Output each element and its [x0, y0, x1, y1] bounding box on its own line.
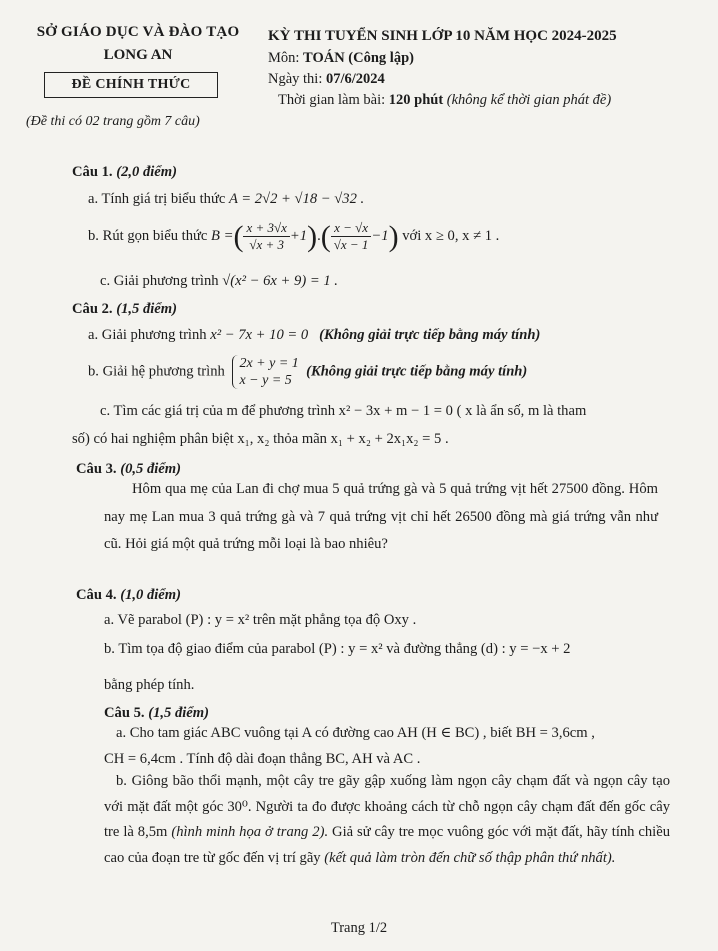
official-exam-label: ĐỀ CHÍNH THỨC	[44, 72, 218, 98]
q1b-minus: −1	[371, 228, 389, 245]
q1b-text: b. Rút gọn biểu thức	[88, 228, 212, 245]
q1b-f1-den: √x + 3	[249, 237, 285, 253]
q1b-condition: với x ≥ 0, x ≠ 1 .	[402, 228, 500, 245]
header-right	[268, 28, 708, 109]
q1-part-a	[88, 190, 364, 208]
q1a-expression: A = 2√2 + √18 − √32 .	[228, 191, 365, 207]
question-1-title	[72, 163, 177, 181]
q5b-text-2: Giả sử cây tre mọc vuông góc với mặt đất, hãy tính chiều cao của đoạn tre từ gốc đến vị trí gãy	[104, 824, 671, 866]
q5-label: Câu 5.	[104, 705, 149, 721]
q2b-eq1: 2x + y = 1	[239, 356, 299, 371]
duration-line	[268, 92, 708, 109]
q2a-text: a. Giải phương trình	[88, 327, 211, 343]
duration-value: 120 phút	[388, 92, 444, 108]
q4-points: (1,0 điểm)	[120, 587, 181, 603]
q5b-figure-note: (hình minh họa ở trang 2).	[171, 824, 329, 841]
exam-title: KỲ THI TUYỂN SINH LỚP 10 NĂM HỌC 2024-2025	[268, 28, 617, 44]
q1b-f2-num: x − √x	[331, 220, 372, 237]
q2-points: (1,5 điểm)	[116, 301, 177, 317]
q1-points: (2,0 điểm)	[116, 164, 177, 180]
q5-part-b	[104, 769, 670, 871]
q1-label: Câu 1.	[72, 164, 117, 180]
question-5-title	[104, 704, 209, 722]
province-name: LONG AN	[103, 47, 173, 63]
subject-name: TOÁN (Công lập)	[303, 50, 414, 66]
q5-points: (1,5 điểm)	[148, 705, 209, 721]
q2-part-a	[88, 326, 540, 344]
q1b-lhs: B =	[211, 228, 234, 245]
q2a-expression: x² − 7x + 10 = 0	[210, 327, 309, 343]
subject-line	[268, 50, 708, 67]
q4-part-b-line1: b. Tìm tọa độ giao điểm của parabol (P) : y = x² và đường thẳng (d) : y = −x + 2	[104, 641, 571, 657]
q5b-rounding-note: (kết quả làm tròn đến chữ số thập phân thứ nhất).	[324, 849, 616, 866]
exam-date: 07/6/2024	[326, 71, 385, 87]
header-left	[18, 24, 258, 64]
pages-note: (Đề thi có 02 trang gồm 7 câu)	[26, 114, 200, 129]
q2-part-c-line2: số) có hai nghiệm phân biệt x₁, x₂ thỏa mãn x₁ + x₂ + 2x₁x₂ = 5 .	[72, 431, 449, 447]
subject-prefix: Môn:	[268, 50, 304, 66]
duration-note: (không kể thời gian phát đề)	[446, 92, 612, 108]
q3-label: Câu 3.	[76, 461, 121, 477]
q2-part-b	[88, 355, 527, 389]
q1a-text: a. Tính giá trị biểu thức	[88, 191, 229, 207]
q5-part-a-line2: CH = 6,4cm . Tính độ dài đoạn thẳng BC, AH và AC .	[104, 751, 421, 767]
q5-part-a-line1: a. Cho tam giác ABC vuông tại A có đường cao AH (H ∈ BC) , biết BH = 3,6cm ,	[116, 725, 595, 741]
q2b-eq2: x − y = 5	[239, 373, 292, 388]
q1b-fraction-1	[243, 220, 289, 254]
department-name: SỞ GIÁO DỤC VÀ ĐÀO TẠO	[36, 24, 240, 40]
page-footer: Trang 1/2	[330, 920, 388, 936]
q1b-plus: +1	[289, 228, 308, 245]
q2-label: Câu 2.	[72, 301, 117, 317]
question-4-title	[76, 586, 181, 604]
q1b-f2-den: √x − 1	[333, 237, 369, 253]
q4-label: Câu 4.	[76, 587, 121, 603]
q4-part-b-line2: bằng phép tính.	[104, 677, 195, 693]
q3-points: (0,5 điểm)	[120, 461, 181, 477]
q1b-fraction-2	[331, 220, 372, 254]
q1-part-c	[100, 272, 338, 290]
q2a-note: (Không giải trực tiếp bằng máy tính)	[319, 327, 541, 343]
q1c-expression: √(x² − 6x + 9) = 1 .	[222, 273, 338, 289]
q2-part-c-line1: c. Tìm các giá trị của m để phương trình x² − 3x + m − 1 = 0 ( x là ẩn số, m là tham	[100, 403, 587, 419]
q2b-text: b. Giải hệ phương trình	[88, 363, 229, 380]
q4-part-a: a. Vẽ parabol (P) : y = x² trên mặt phẳng tọa độ Oxy .	[104, 612, 417, 628]
q1c-text: c. Giải phương trình	[100, 273, 223, 289]
question-2-title	[72, 300, 177, 318]
date-line	[268, 71, 708, 88]
q2b-system	[232, 355, 298, 389]
q2b-note: (Không giải trực tiếp bằng máy tính)	[306, 363, 528, 380]
q3-text: Hôm qua mẹ của Lan đi chợ mua 5 quả trứng gà và 5 quả trứng vịt hết 27500 đồng. Hôm nay mẹ Lan mua 3 quả trứng gà và 7 quả trứng vịt chỉ hết 26500 đồng mà giá trứng vẫn như cũ. Hỏi giá một quả trứng mỗi loại là bao nhiêu?	[104, 481, 658, 553]
q1b-f1-num: x + 3√x	[243, 220, 289, 237]
duration-prefix: Thời gian làm bài:	[278, 92, 389, 108]
q5b-text-1: b. Giông bão thổi mạnh, một cây tre gãy gập xuống làm ngọn cây chạm đất và ngọn cây tạo với mặt đất một góc 30⁰. Người ta đo được khoảng cách từ chỗ ngọn cây chạm đất đến gốc cây tre là 8,5m	[104, 773, 670, 841]
date-prefix: Ngày thi:	[268, 71, 326, 87]
q1-part-b: b. Rút gọn biểu thức B =( $\frac{x + 3√x}{√x + 3}$ +1).( $\frac{x - √x}{√x - 1}$ −1) với x ≥ 0, x ≠ 1 .	[88, 219, 500, 253]
